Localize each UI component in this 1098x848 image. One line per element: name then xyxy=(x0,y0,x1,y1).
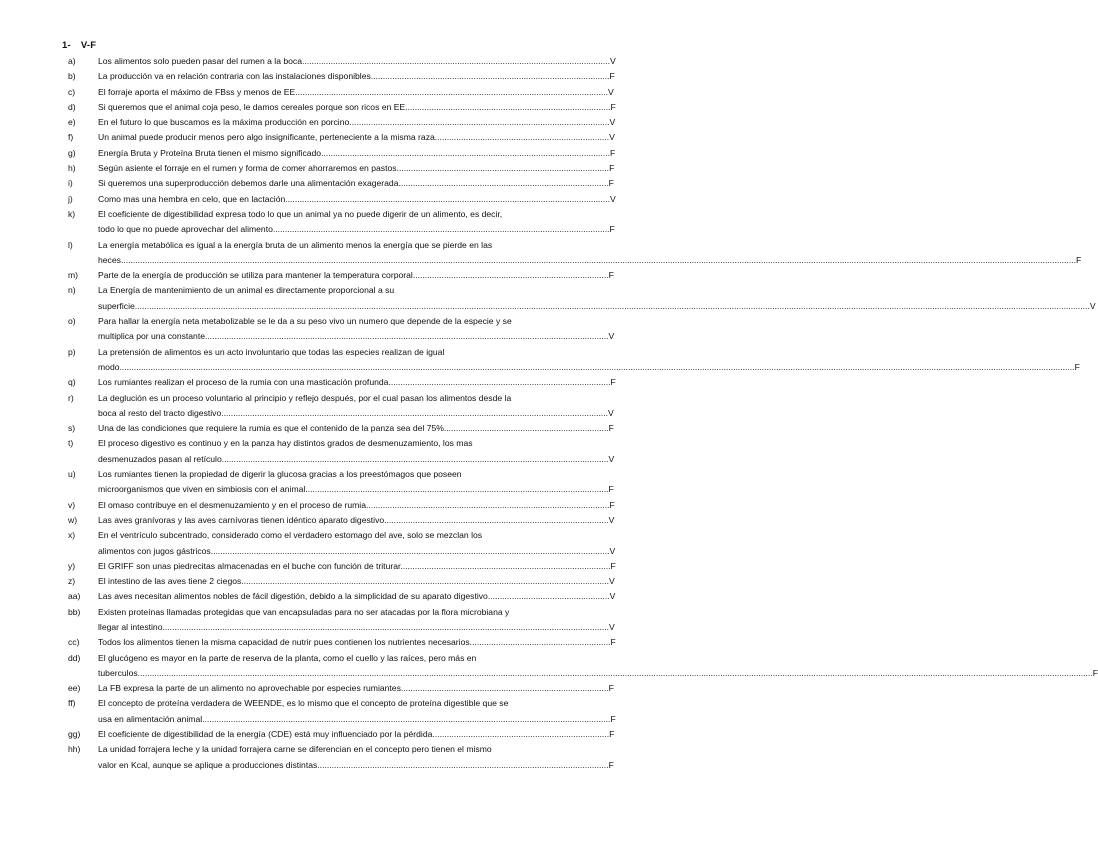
answer-mark: F xyxy=(1076,254,1082,265)
answer-mark: F xyxy=(610,560,616,571)
dot-leader: ........................................................................................................................................................................................... xyxy=(162,621,609,632)
statement-text: Las aves necesitan alimentos nobles de fácil digestión, debido a la simplicidad de su aparato digestivo xyxy=(98,591,488,602)
answer-mark: F xyxy=(608,484,614,495)
dot-leader: ......................................................................................... xyxy=(396,163,610,174)
list-item xyxy=(68,605,616,636)
answer-mark: V xyxy=(608,453,615,464)
list-item xyxy=(68,681,616,696)
dot-leader: .................................................................................................... xyxy=(370,71,610,82)
dot-leader: .............................................................................................. xyxy=(384,514,609,525)
answer-mark: F xyxy=(609,224,615,235)
statement-text: La energía metabólica es igual a la energía bruta de un alimento menos la energía que se pierde en las heces xyxy=(98,239,493,265)
answer-mark: F xyxy=(608,178,614,189)
answer-mark: F xyxy=(609,71,615,82)
dot-leader: ......................................................................................................................... xyxy=(321,147,610,158)
statement-text: Las aves granívoras y las aves carnívoras tienen idéntico aparato digestivo xyxy=(98,514,385,525)
statement-text: El glucógeno es mayor en la parte de reserva de la planta, como el cuello y las raíces, pero más en tuberculos xyxy=(98,652,477,678)
dot-leader: ...................................................................................... xyxy=(405,101,611,112)
answer-mark: V xyxy=(609,576,615,587)
item-label: hh) xyxy=(68,744,81,755)
item-body xyxy=(98,345,1080,376)
statement-text: El intestino de las aves tiene 2 ciegos xyxy=(98,576,242,587)
statement-text: Los alimentos solo pueden pasar del rumen a la boca xyxy=(98,56,302,66)
dot-leader: ..................................................................... xyxy=(443,423,609,434)
item-label: z) xyxy=(68,576,76,587)
item-body xyxy=(98,421,616,436)
item-body xyxy=(98,742,616,773)
list-item xyxy=(68,635,616,650)
item-label: v) xyxy=(68,499,76,510)
item-body xyxy=(98,651,1098,682)
answer-mark: F xyxy=(609,147,616,158)
list-item xyxy=(68,345,1080,376)
statement-text: La unidad forrajera leche y la unidad forrajera carne se diferencian en el concepto pero tienen el mismo valor en Kcal, aunque se aplique a producciones distintas xyxy=(98,744,492,770)
item-label: s) xyxy=(68,423,76,434)
list-item xyxy=(68,391,616,422)
item-body xyxy=(98,314,616,345)
item-label: aa) xyxy=(68,591,81,602)
item-label: cc) xyxy=(68,637,80,648)
item-label: g) xyxy=(68,147,76,158)
item-label: n) xyxy=(68,285,76,296)
answer-mark: F xyxy=(610,713,616,724)
dot-leader: ................................................................................................................................................................................................................................................................................................................................................................................................................ xyxy=(119,361,1075,372)
dot-leader: .......................................................................... xyxy=(432,729,610,740)
statement-text: La pretensión de alimentos es un acto involuntario que todas las especies realizan de igual modo xyxy=(98,346,445,372)
list-item xyxy=(68,161,616,176)
item-body xyxy=(98,54,616,69)
statement-text: Todos los alimentos tienen la misma capacidad de nutrir pues contienen los nutrientes necesarios xyxy=(98,637,470,648)
item-body xyxy=(98,696,616,727)
item-label: bb) xyxy=(68,606,81,617)
statement-text: La Energía de mantenimiento de un animal es directamente proporcional a su superficie xyxy=(98,285,395,311)
item-label: l) xyxy=(68,239,73,250)
answer-mark: V xyxy=(609,132,615,143)
item-body xyxy=(98,589,616,604)
item-label: ee) xyxy=(68,683,81,694)
list-item xyxy=(68,85,616,100)
answer-mark: F xyxy=(608,423,614,434)
list-item xyxy=(68,421,616,436)
dot-leader: ........................................................................................ xyxy=(398,178,609,189)
true-false-list xyxy=(68,54,1098,773)
item-label: a) xyxy=(68,56,76,66)
list-item xyxy=(68,54,616,69)
item-body xyxy=(98,375,616,390)
section-heading xyxy=(62,40,96,51)
item-label: u) xyxy=(68,469,76,480)
statement-text: La deglución es un proceso voluntario al principio y reflejo después, por el cual pasan los alimentos desde la boca al resto del tracto digestivo xyxy=(98,392,512,418)
answer-mark: F xyxy=(609,499,615,510)
answer-mark: F xyxy=(609,729,615,740)
statement-text: En el ventrículo subcentrado, considerado como el verdadero estomago del ave, solo se mezclan los alimentos con jugos gástricos xyxy=(98,530,483,556)
statement-text: En el futuro lo que buscamos es la máxima producción en porcino xyxy=(98,117,350,128)
statement-text: El proceso digestivo es continuo y en la panza hay distintos grados de desmenuzamiento, los mas desmenuzados pasan al retículo xyxy=(98,438,473,464)
item-label: p) xyxy=(68,346,76,357)
statement-text: El coeficiente de digestibilidad de la energía (CDE) está muy influenciado por la pérdida xyxy=(98,729,433,740)
item-body xyxy=(98,605,616,636)
dot-leader: ................................................................................................................................. xyxy=(302,56,611,66)
item-body xyxy=(98,176,616,191)
statement-text: Existen proteínas llamadas protegidas que van encapsuladas para no ser atacadas por la flora microbiana y llegar al intestino xyxy=(98,606,510,632)
item-body xyxy=(98,635,616,650)
list-item xyxy=(68,207,616,238)
statement-text: Energía Bruta y Proteína Bruta tienen el mismo significado xyxy=(98,147,322,158)
item-label: y) xyxy=(68,560,76,571)
dot-leader: ....................................................................................................................................................................... xyxy=(210,545,610,556)
dot-leader: ................................................................................................................................................................................................................................................................................................................................................................................................................ xyxy=(134,300,1090,311)
answer-mark: F xyxy=(610,101,616,112)
statement-text: Los rumiantes realizan el proceso de la rumia con una masticación profunda xyxy=(98,377,389,388)
dot-leader: ................................................... xyxy=(487,591,610,602)
dot-leader: ............................................................................................................................... xyxy=(305,484,609,495)
dot-leader: .................................................................................................................................................................. xyxy=(221,453,609,464)
list-item xyxy=(68,100,616,115)
item-label: ff) xyxy=(68,698,76,709)
answer-mark: V xyxy=(609,193,616,204)
dot-leader: ......................................................................................................................................................................... xyxy=(205,331,609,342)
statement-text: Una de las condiciones que requiere la rumia es que el contenido de la panza sea del 75% xyxy=(98,423,444,434)
item-body xyxy=(98,283,1096,314)
answer-mark: V xyxy=(610,56,616,66)
answer-mark: F xyxy=(608,683,614,694)
item-label: i) xyxy=(68,178,73,189)
list-item xyxy=(68,651,1098,682)
answer-mark: V xyxy=(608,514,615,525)
list-item xyxy=(68,314,616,345)
list-item xyxy=(68,436,616,467)
item-label: t) xyxy=(68,438,74,449)
dot-leader: ...................................................................................................... xyxy=(365,499,610,510)
statement-text: El forraje aporta el máximo de FBss y menos de EE xyxy=(98,86,296,97)
dot-leader: ....................................................................................... xyxy=(400,683,609,694)
answer-mark: V xyxy=(608,331,615,342)
list-item xyxy=(68,574,616,589)
statement-text: Como mas una hembra en celo, que en lactación xyxy=(98,193,286,204)
item-body xyxy=(98,192,616,207)
list-item xyxy=(68,696,616,727)
dot-leader: ........................................................................................................................................................................... xyxy=(202,713,611,724)
item-label: h) xyxy=(68,163,76,174)
statement-text: La producción va en relación contraria con las instalaciones disponibles xyxy=(98,71,371,82)
item-body xyxy=(98,207,616,238)
list-item xyxy=(68,498,616,513)
list-item xyxy=(68,130,616,145)
statement-text: Un animal puede producir menos pero algo insignificante, perteneciente a la misma raza xyxy=(98,132,435,143)
item-label: q) xyxy=(68,377,76,388)
answer-mark: F xyxy=(609,163,615,174)
list-item xyxy=(68,176,616,191)
statement-text: La FB expresa la parte de un alimento no aprovechable por especies rumiantes xyxy=(98,683,401,694)
statement-text: Los rumiantes tienen la propiedad de digerir la glucosa gracias a los preestómagos que poseen microorganismos que viven en simbiosis con el animal xyxy=(98,469,462,495)
item-body xyxy=(98,100,616,115)
answer-mark: F xyxy=(610,637,616,648)
item-body xyxy=(98,513,616,528)
item-body xyxy=(98,528,616,559)
item-body xyxy=(98,727,616,742)
item-label: gg) xyxy=(68,729,81,740)
list-item xyxy=(68,69,616,84)
list-item xyxy=(68,283,1096,314)
item-label: b) xyxy=(68,71,76,82)
dot-leader: ................................................................................................................................................................................................................................................................................................................................................................................................................ xyxy=(120,254,1076,265)
item-body xyxy=(98,268,616,283)
answer-mark: V xyxy=(608,86,614,97)
answer-mark: F xyxy=(608,270,614,281)
answer-mark: V xyxy=(609,545,616,556)
list-item xyxy=(68,589,616,604)
statement-text: Parte de la energía de producción se utiliza para mantener la temperatura corporal xyxy=(98,270,413,281)
dot-leader: .......................................................................................................................... xyxy=(317,759,609,770)
item-label: r) xyxy=(68,392,74,403)
item-body xyxy=(98,498,616,513)
section-title: V-F xyxy=(80,40,97,51)
section-number: 1- xyxy=(62,40,71,51)
answer-mark: F xyxy=(608,759,614,770)
dot-leader: ................................................................................................................................................................................................................................................................................................................................................................................................................ xyxy=(137,667,1093,678)
item-label: f) xyxy=(68,132,74,143)
item-label: w) xyxy=(68,514,78,525)
list-item xyxy=(68,559,616,574)
list-item xyxy=(68,375,616,390)
item-label: c) xyxy=(68,86,76,97)
item-body xyxy=(98,681,616,696)
item-label: d) xyxy=(68,101,76,112)
statement-text: Según asiente el forraje en el rumen y forma de comer ahorraremos en pastos xyxy=(98,163,397,174)
answer-mark: F xyxy=(1074,361,1080,372)
dot-leader: ......................................................................... xyxy=(434,132,610,143)
answer-mark: V xyxy=(1089,300,1096,311)
item-body xyxy=(98,467,616,498)
item-body xyxy=(98,436,616,467)
item-label: m) xyxy=(68,270,79,281)
list-item xyxy=(68,146,616,161)
item-body xyxy=(98,238,1081,269)
list-item xyxy=(68,238,1082,269)
statement-text: Si queremos que el animal coja peso, le damos cereales porque son ricos en EE xyxy=(98,101,406,112)
list-item xyxy=(68,513,616,528)
statement-text: El omaso contribuye en el desmenuzamiento y en el proceso de rumia xyxy=(98,499,366,510)
item-body xyxy=(98,130,616,145)
statement-text: El coeficiente de digestibilidad expresa todo lo que un animal ya no puede digerir de un alimento, es decir, todo lo que no puede aprovechar del alimento xyxy=(98,208,503,235)
list-item xyxy=(68,115,616,130)
answer-mark: V xyxy=(609,117,616,128)
item-label: e) xyxy=(68,117,76,128)
list-item xyxy=(68,742,616,773)
item-body xyxy=(98,146,616,161)
item-body xyxy=(98,391,616,422)
list-item xyxy=(68,727,616,742)
statement-text: Para hallar la energía neta metabolizable se le da a su peso vivo un numero que depende de la especie y se multiplica por una constante xyxy=(98,316,512,342)
item-label: k) xyxy=(68,208,76,219)
dot-leader: ................................................................................................................................... xyxy=(295,86,609,97)
dot-leader: .......................................................................................................................................................... xyxy=(241,576,610,587)
dot-leader: ............................................................................................................................................. xyxy=(272,224,610,235)
statement-text: Si queremos una superproducción debemos darle una alimentación exagerada xyxy=(98,178,399,189)
statement-text: El GRIFF son unas piedrecitas almacenadas en el buche con función de triturar xyxy=(98,560,401,571)
dot-leader: ........................................................................................ xyxy=(400,560,611,571)
dot-leader: ........................................................................................................................................ xyxy=(285,193,610,204)
item-body xyxy=(98,115,616,130)
list-item xyxy=(68,268,616,283)
item-body xyxy=(98,574,616,589)
dot-leader: ............................................................................................................. xyxy=(349,117,610,128)
list-item xyxy=(68,528,616,559)
item-label: j) xyxy=(68,193,73,204)
list-item xyxy=(68,467,616,498)
answer-mark: V xyxy=(609,621,615,632)
dot-leader: ............................................................................................. xyxy=(388,377,611,388)
item-body xyxy=(98,161,616,176)
item-label: x) xyxy=(68,530,76,541)
item-label: o) xyxy=(68,316,76,327)
answer-mark: F xyxy=(610,377,616,388)
item-body xyxy=(98,69,616,84)
answer-mark: V xyxy=(608,407,614,418)
statement-text: El concepto de proteína verdadera de WEENDE, es lo mismo que el concepto de proteína digestible que se usa en alimentación animal xyxy=(98,698,509,724)
dot-leader: .................................................................................................................................................................. xyxy=(221,407,609,418)
item-label: dd) xyxy=(68,652,81,663)
answer-mark: V xyxy=(609,591,616,602)
answer-mark: F xyxy=(1092,667,1098,678)
item-body xyxy=(98,85,616,100)
item-body xyxy=(98,559,616,574)
dot-leader: .................................................................................. xyxy=(412,270,609,281)
dot-leader: ........................................................... xyxy=(469,637,611,648)
list-item xyxy=(68,192,616,207)
